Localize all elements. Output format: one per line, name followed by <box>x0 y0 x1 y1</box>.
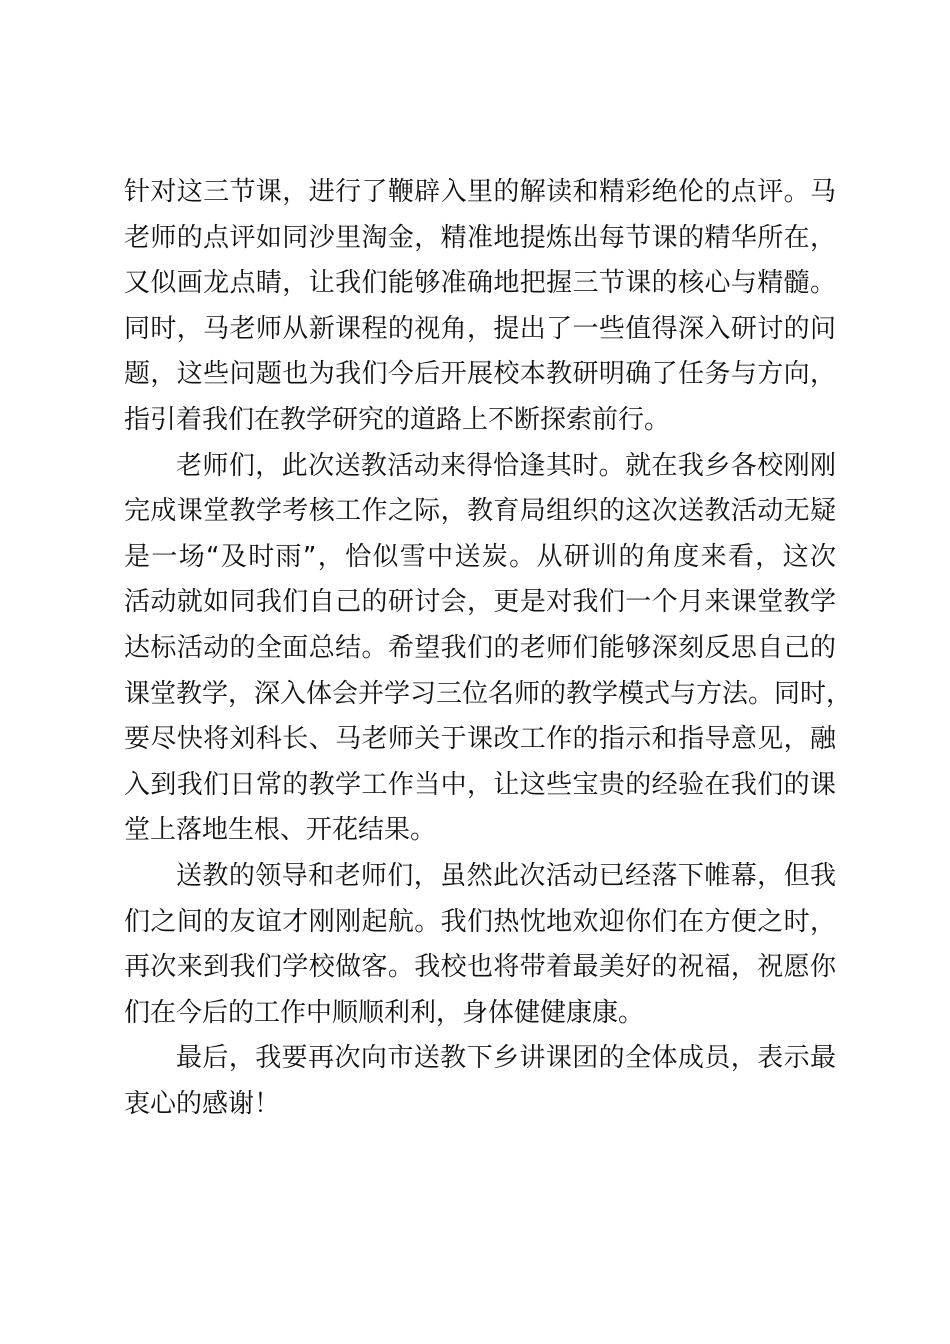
text-line: 最后，我要再次向市送教下乡讲课团的全体成员，表示最 <box>176 1043 836 1074</box>
text-line: 题，这些问题也为我们今后开展校本教研明确了任务与方向， <box>124 359 836 390</box>
text-line: 完成课堂教学考核工作之际，教育局组织的这次送教活动无疑 <box>124 496 836 527</box>
text-line: 又似画龙点睛，让我们能够准确地把握三节课的核心与精髓。 <box>124 268 836 299</box>
text-line: 入到我们日常的教学工作当中，让这些宝贵的经验在我们的课 <box>124 769 836 800</box>
text-line: 堂上落地生根、开花结果。 <box>124 815 437 846</box>
text-line: 们在今后的工作中顺顺利利，身体健健康康。 <box>124 997 645 1028</box>
paragraph-2 <box>124 444 853 854</box>
text-line: 是一场“及时雨”，恰似雪中送炭。从研训的角度来看，这次 <box>124 541 836 572</box>
text-line: 们之间的友谊才刚刚起航。我们热忱地欢迎你们在方便之时， <box>124 906 836 937</box>
paragraph-3 <box>124 854 836 1036</box>
text-line: 活动就如同我们自己的研讨会，更是对我们一个月来课堂教学 <box>124 587 836 618</box>
text-line: 课堂教学，深入体会并学习三位名师的教学模式与方法。同时， <box>124 678 853 709</box>
text-line: 再次来到我们学校做客。我校也将带着最美好的祝福，祝愿你 <box>124 952 836 983</box>
text-line: 送教的领导和老师们，虽然此次活动已经落下帷幕，但我 <box>176 860 836 891</box>
text-line: 指引着我们在教学研究的道路上不断探索前行。 <box>124 404 671 435</box>
document-body <box>124 170 853 1127</box>
text-line: 达标活动的全面总结。希望我们的老师们能够深刻反思自己的 <box>124 632 836 663</box>
text-line: 要尽快将刘科长、马老师关于课改工作的指示和指导意见，融 <box>124 724 836 755</box>
text-line: 老师们，此次送教活动来得恰逢其时。就在我乡各校刚刚 <box>176 450 836 481</box>
text-line: 针对这三节课，进行了鞭辟入里的解读和精彩绝伦的点评。马 <box>124 177 836 207</box>
paragraph-1 <box>124 170 836 444</box>
text-line: 衷心的感谢！ <box>124 1088 281 1119</box>
text-line: 老师的点评如同沙里淘金，精准地提炼出每节课的精华所在， <box>124 222 836 253</box>
paragraph-4 <box>124 1036 836 1127</box>
text-line: 同时，马老师从新课程的视角，提出了一些值得深入研讨的问 <box>124 313 836 344</box>
